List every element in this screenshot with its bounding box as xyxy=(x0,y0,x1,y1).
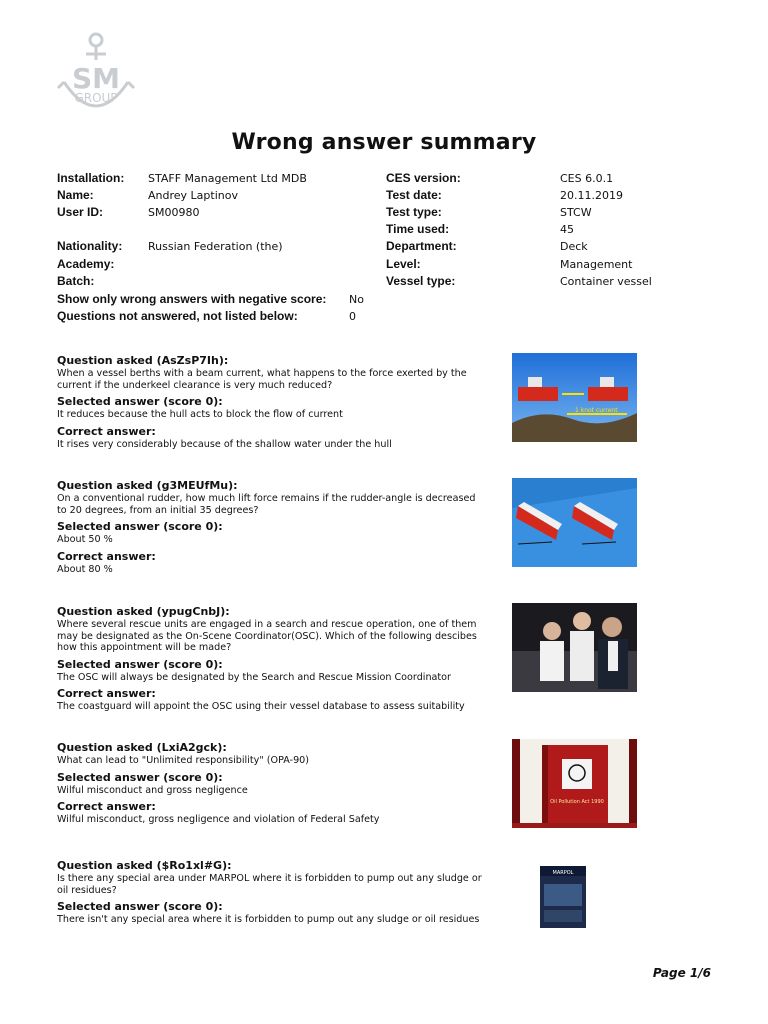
batch-label: Batch: xyxy=(57,274,95,288)
question-heading: Question asked (AsZsP7Ih): xyxy=(57,354,229,367)
question-block xyxy=(57,351,487,454)
page-number: Page 1/6 xyxy=(652,966,711,980)
selected-answer-text: Wilful misconduct and gross negligence xyxy=(57,784,248,796)
selected-answer-text: About 50 % xyxy=(57,534,113,545)
vessel-type-label: Vessel type: xyxy=(386,274,456,288)
question-heading: Question asked (LxiA2gck): xyxy=(57,741,227,754)
question-image-marpol-book xyxy=(538,864,588,930)
question-block xyxy=(57,476,487,579)
correct-answer-heading: Correct answer: xyxy=(57,549,156,563)
book-title: Oil Pollution Act 1990 xyxy=(550,799,604,805)
correct-answer-text: The coastguard will appoint the OSC using their vessel database to assess suitability xyxy=(57,701,465,712)
sm-group-logo xyxy=(52,30,142,122)
question-image-rudder xyxy=(512,478,637,567)
installation-value: STAFF Management Ltd MDB xyxy=(148,172,307,185)
name-label: Name: xyxy=(57,188,94,202)
show-wrong-negative-label: Show only wrong answers with negative score: xyxy=(57,292,327,306)
selected-answer-text: It reduces because the hull acts to block the flow of current xyxy=(57,409,343,420)
ces-version-value: CES 6.0.1 xyxy=(560,172,614,185)
question-text: Where several rescue units are engaged in a search and rescue operation, one of them may be designated as the On-Scene Coordinator(OSC). Which of the following descibes how this appointment will be made? xyxy=(57,619,477,653)
selected-answer-heading: Selected answer (score 0): xyxy=(57,520,223,533)
nationality-value: Russian Federation (the) xyxy=(148,240,283,253)
correct-answer-heading: Correct answer: xyxy=(57,687,156,700)
question-block xyxy=(57,738,487,830)
question-image-beam-current xyxy=(512,353,637,442)
ces-version-label: CES version: xyxy=(386,171,461,185)
question-heading: Question asked (g3MEUfMu): xyxy=(57,479,238,492)
current-caption: 1 knot current xyxy=(575,407,618,414)
question-heading: Question asked (ypugCnbJ): xyxy=(57,605,230,618)
level-label: Level: xyxy=(386,257,421,271)
correct-answer-text: About 80 % xyxy=(57,563,113,575)
correct-answer-heading: Correct answer: xyxy=(57,800,156,813)
academy-label: Academy: xyxy=(57,257,115,271)
correct-answer-text: Wilful misconduct, gross negligence and violation of Federal Safety xyxy=(57,814,380,825)
selected-answer-heading: Selected answer (score 0): xyxy=(57,395,223,408)
user-id-value: SM00980 xyxy=(148,206,200,219)
question-image-opa-book xyxy=(512,739,637,828)
question-block xyxy=(57,856,487,930)
logo-sm-text: SM xyxy=(71,62,121,95)
installation-label: Installation: xyxy=(57,171,125,185)
level-value: Management xyxy=(560,258,633,271)
name-value: Andrey Laptinov xyxy=(148,189,238,202)
question-heading: Question asked ($Ro1xl#G): xyxy=(57,859,232,872)
user-id-label: User ID: xyxy=(57,205,104,219)
question-text: Is there any special area under MARPOL where it is forbidden to pump out any sludge or oil residues? xyxy=(57,873,482,896)
page-title: Wrong answer summary xyxy=(231,130,537,155)
question-text: What can lead to "Unlimited responsibility" (OPA-90) xyxy=(57,755,310,766)
question-block xyxy=(57,602,487,717)
show-wrong-negative-value: No xyxy=(349,293,364,306)
marpol-title: MARPOL xyxy=(552,870,574,876)
question-text: When a vessel berths with a beam current, what happens to the force exerted by the current if the underkeel clearance is very much reduced? xyxy=(57,368,467,391)
selected-answer-heading: Selected answer (score 0): xyxy=(57,900,223,913)
question-text: On a conventional rudder, how much lift force remains if the rudder-angle is decreased to 20 degrees, from an initial 35 degrees? xyxy=(57,493,476,516)
test-type-value: STCW xyxy=(560,206,592,219)
department-label: Department: xyxy=(386,239,457,253)
logo-group-text: GROUP xyxy=(74,91,118,105)
correct-answer-text: It rises very considerably because of the shallow water under the hull xyxy=(57,438,392,450)
test-date-value: 20.11.2019 xyxy=(560,189,623,202)
department-value: Deck xyxy=(560,240,588,253)
time-used-label: Time used: xyxy=(386,222,450,236)
vessel-type-value: Container vessel xyxy=(560,275,652,288)
selected-answer-text: The OSC will always be designated by the Search and Rescue Mission Coordinator xyxy=(57,671,451,683)
selected-answer-heading: Selected answer (score 0): xyxy=(57,657,223,671)
selected-answer-heading: Selected answer (score 0): xyxy=(57,770,223,784)
not-answered-label: Questions not answered, not listed below: xyxy=(57,309,298,323)
nationality-label: Nationality: xyxy=(57,239,123,253)
test-date-label: Test date: xyxy=(386,188,442,202)
time-used-value: 45 xyxy=(560,223,574,236)
test-type-label: Test type: xyxy=(386,205,442,219)
question-image-sar-officers xyxy=(512,603,637,692)
not-answered-value: 0 xyxy=(349,310,356,323)
correct-answer-heading: Correct answer: xyxy=(57,424,156,438)
selected-answer-text: There isn't any special area where it is forbidden to pump out any sludge or oil residues xyxy=(57,914,480,925)
